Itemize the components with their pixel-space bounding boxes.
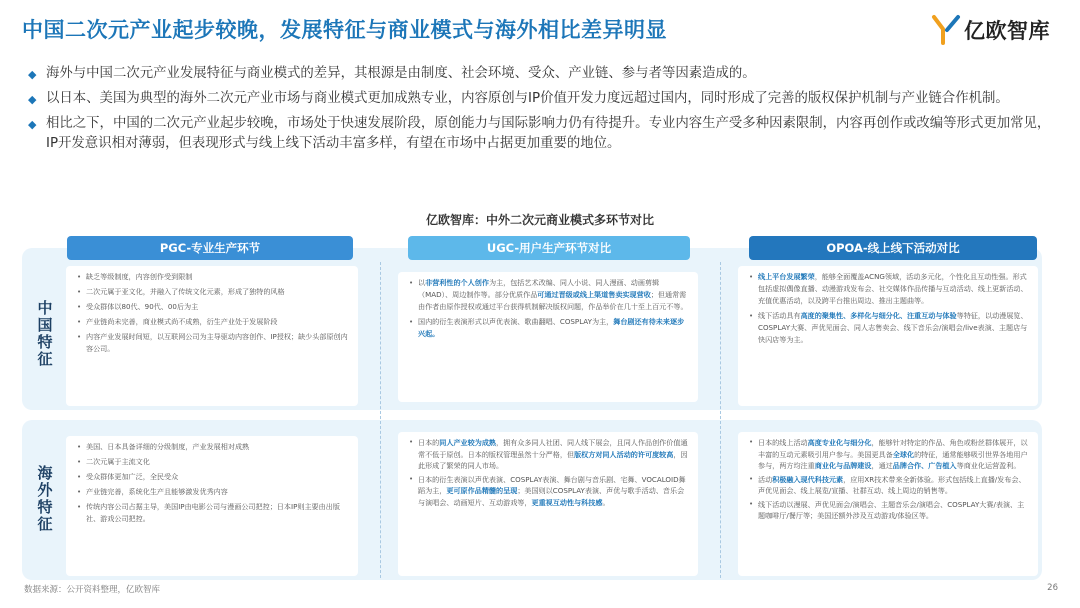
cell-text: 日本的衍生表演以声优表演、COSPLAY表演、舞台剧与音乐剧、宅舞、VOCALOID舞蹈为主， [418,474,686,495]
cell-text: ；但通常需由作者由原作授权或通过平台获得机制解决版权问题，作品举价在几十至上百元不等。 [418,290,688,311]
cell-list-item [76,441,350,453]
diamond-bullet-icon: ◆ [28,93,37,106]
cell-list-item [76,271,350,283]
highlighted-text: 高度的聚集性、多样化与细分化、注重互动与体验 [800,311,957,320]
row-label-char: 海 [37,464,53,482]
bullet-text: 以日本、美国为典型的海外二次元产业市场与商业模式更加成熟专业，内容原创与IP价值开发力度远超过国内，同时形成了完善的版权保护机制与产业链合作机制。 [46,91,1009,106]
column-divider [380,262,381,578]
highlighted-text: 高度专业化与细分化 [807,438,872,447]
cell-text: 活动 [758,474,773,484]
cell-text: 线下活动具有 [758,311,801,320]
cell-text: 产业链完善，系统化生产且能够激发优秀内容 [86,487,228,496]
cell-text: 的特征，通常能够吸引世界各地用户参与，两方均注重 [758,449,1028,470]
cell-text: 。 [602,497,610,507]
cell-text: 国内的衍生表演形式以声优表演、歌曲翻唱、COSPLAY为主， [418,317,614,326]
brand-logo [931,14,1050,46]
cell-text: 美国、日本具备详细的分级制度，产业发展相对成熟 [86,442,250,451]
bullet-dot-icon: • [409,438,414,446]
cell-list-item [76,486,350,498]
cell-list-item [748,437,1030,472]
cell-overseas-ugc [398,432,698,576]
logo-text: 亿欧智库 [964,19,1050,43]
cell-text: 传统内容公司占据主导，美国IP由电影公司与漫画公司把控；日本IP则主要由出版社、游戏公司把控。 [86,502,340,523]
cell-list-item [76,456,350,468]
cell-overseas-pgc [66,436,358,576]
bullet-dot-icon: • [749,474,754,483]
column-header-opoa: OPOA-线上线下活动对比 [749,236,1037,260]
cell-list-item [408,277,690,313]
cell-text: 产业链尚未完善，商业模式尚不成熟，衍生产业处于发展阶段 [86,317,278,326]
highlighted-text: 更可原作品精髓的呈现 [446,486,518,495]
cell-overseas-opoa [738,432,1038,576]
cell-list-item [76,286,350,298]
cell-text: 等特征，以动漫展览、COSPLAY大赛、声优见面会、同人志售卖会、线下音乐会/演唱会/live表演、主题店与快闪店等为主。 [758,311,1028,344]
row-label-char: 征 [37,515,53,533]
row-label-char: 中 [37,299,53,317]
cell-text: 日本的线上活动 [758,438,808,447]
bullet-dot-icon: • [409,474,414,483]
cell-text: ，能够全面覆盖ACNG领域，活动多元化，个性化且互动性强。形式包括虚拟偶像直播、动漫游戏发布会、社交媒体作品传播与互动活动、线上更新活动、充值优惠活动，以及跨平台推出周边、推出主题曲等。 [758,272,1028,305]
row-label-overseas [32,465,58,533]
cell-text: 为主，包括艺术改编、同人小说、同人漫画、动画剪辑（MAD）、周边制作等。部分优质作品 [418,278,660,299]
bullet-item [26,89,1056,109]
highlighted-text: 品牌合作、广告植入 [892,461,957,470]
cell-list-item [748,474,1030,497]
page-number: 26 [1047,583,1058,593]
row-label-char: 征 [37,350,53,368]
highlighted-text: 版权方对同人活动的许可度较高 [574,449,674,459]
bullet-dot-icon: • [77,318,82,326]
cell-china-opoa [738,266,1038,406]
bullet-item [26,114,1056,154]
bullet-dot-icon: • [77,333,82,341]
highlighted-text: 舞台剧还有待未来逐步兴起。 [418,317,685,338]
cell-text: ，应用XR技术带来全新体验。形式包括线上直播/发布会、声优见面会、线上展览/宣播、社群互动、线上周边的销售等。 [758,474,1026,495]
column-divider [720,262,721,578]
highlighted-text: 线上平台发展繁荣 [758,272,815,281]
column-header-pgc: PGC-专业生产环节 [67,236,353,260]
cell-text: ；美国则以COSPLAY表演、声优与歌手活动、音乐会与演唱会、动画短片、互动游戏等， [418,486,685,507]
cell-text: 二次元属于主流文化 [86,457,150,466]
highlighted-text: 商业化与品牌建设 [814,461,872,470]
bullet-dot-icon: • [749,312,754,320]
cell-list-item [76,301,350,313]
cell-list-item [408,474,690,509]
bullet-dot-icon: • [749,273,754,281]
bullet-dot-icon: • [77,288,82,296]
cell-text: 日本的 [418,438,440,447]
row-label-china [32,300,58,368]
bullet-dot-icon: • [409,279,414,287]
bullet-text: 海外与中国二次元产业发展特征与商业模式的差异，其根源是由制度、社会环境、受众、产业链、参与者等因素造成的。 [46,66,756,81]
cell-text: 线下活动以漫展、声优见面会/演唱会、主题音乐会/演唱会、COSPLAY大赛/表演、主题咖啡厅/餐厅等；美国还额外涉及互动游戏/体验区等。 [758,499,1025,520]
bullet-item [26,64,1056,84]
highlighted-text: 同人产业较为成熟 [439,438,497,447]
row-label-char: 特 [37,333,53,351]
cell-text: 二次元属于亚文化，并融入了传统文化元素，形成了独特的风格 [86,287,285,296]
diamond-bullet-icon: ◆ [28,118,37,131]
bullet-dot-icon: • [77,303,82,311]
bullet-dot-icon: • [77,458,82,466]
summary-bullets [26,64,1056,159]
cell-list-item [748,271,1030,307]
cell-text: 等商业化运营盈利。 [956,461,1021,470]
cell-text: ，因此形成了繁荣的同人市场。 [418,449,688,470]
bullet-dot-icon: • [409,318,414,326]
cell-list-item [748,310,1030,346]
bullet-dot-icon: • [77,488,82,496]
cell-list-item [76,471,350,483]
cell-text: 受众群体以80代、90代、00后为主 [86,302,199,311]
row-label-char: 特 [37,498,53,516]
cell-text: 以 [418,278,426,287]
highlighted-text: 积极融入现代科技元素 [772,474,844,484]
highlighted-text: 非营利性的个人创作 [425,278,489,287]
cell-list-item [408,437,690,472]
row-label-char: 外 [37,481,53,499]
highlighted-text: 更重视互动性与科技感 [531,497,603,507]
cell-list-item [748,499,1030,522]
cell-text: ，通过 [871,461,893,470]
bullet-dot-icon: • [77,473,82,481]
cell-text: 受众群体更加广泛，全民受众 [86,472,179,481]
cell-text: 内容产业发展时间短，以互联网公司为主导驱动内容创作、IP授权；缺少头部原创内容公司。 [86,332,348,353]
diamond-bullet-icon: ◆ [28,68,37,81]
highlighted-text: 可通过晋级或线上渠道售卖实现营收 [537,290,651,299]
bullet-dot-icon: • [749,438,754,446]
data-source: 数据来源：公开资料整理，亿欧智库 [24,585,161,595]
highlighted-text: 全球化 [892,449,915,459]
cell-text: ，拥有众多同人社团、同人线下展会，且同人作品创作价值通常不低于原创。日本的版权管理虽然十分严格，但 [418,438,688,459]
page-title: 中国二次元产业起步较晚，发展特征与商业模式与海外相比差异明显 [22,18,667,42]
column-header-ugc: UGC-用户生产环节对比 [408,236,690,260]
bullet-text: 相比之下，中国的二次元产业起步较晚，市场处于快速发展阶段，原创能力与国际影响力仍有待提升。专业内容生产受多种因素限制，内容再创作或改编等形式更加常见，IP开发意识相对薄弱，但表现形式与线上线下活动丰富多样，有望在市场中占据更加重要的地位。 [46,116,1051,151]
cell-china-ugc [398,272,698,402]
figure-title: 亿欧智库：中外二次元商业模式多环节对比 [425,213,654,227]
cell-list-item [76,331,350,355]
row-label-char: 国 [37,316,53,334]
cell-list-item [76,316,350,328]
bullet-dot-icon: • [77,273,82,281]
yiou-logo-icon [931,14,961,46]
cell-text: ，能够针对特定的作品、角色或粉丝群体展开，以丰富的互动元素吸引用户参与。美国更具备 [758,438,1028,459]
cell-text: 缺乏等级制度，内容创作受到限制 [86,272,193,281]
cell-list-item [76,501,350,525]
cell-list-item [408,316,690,340]
cell-china-pgc [66,266,358,406]
bullet-dot-icon: • [749,499,754,508]
bullet-dot-icon: • [77,503,82,511]
bullet-dot-icon: • [77,443,82,451]
